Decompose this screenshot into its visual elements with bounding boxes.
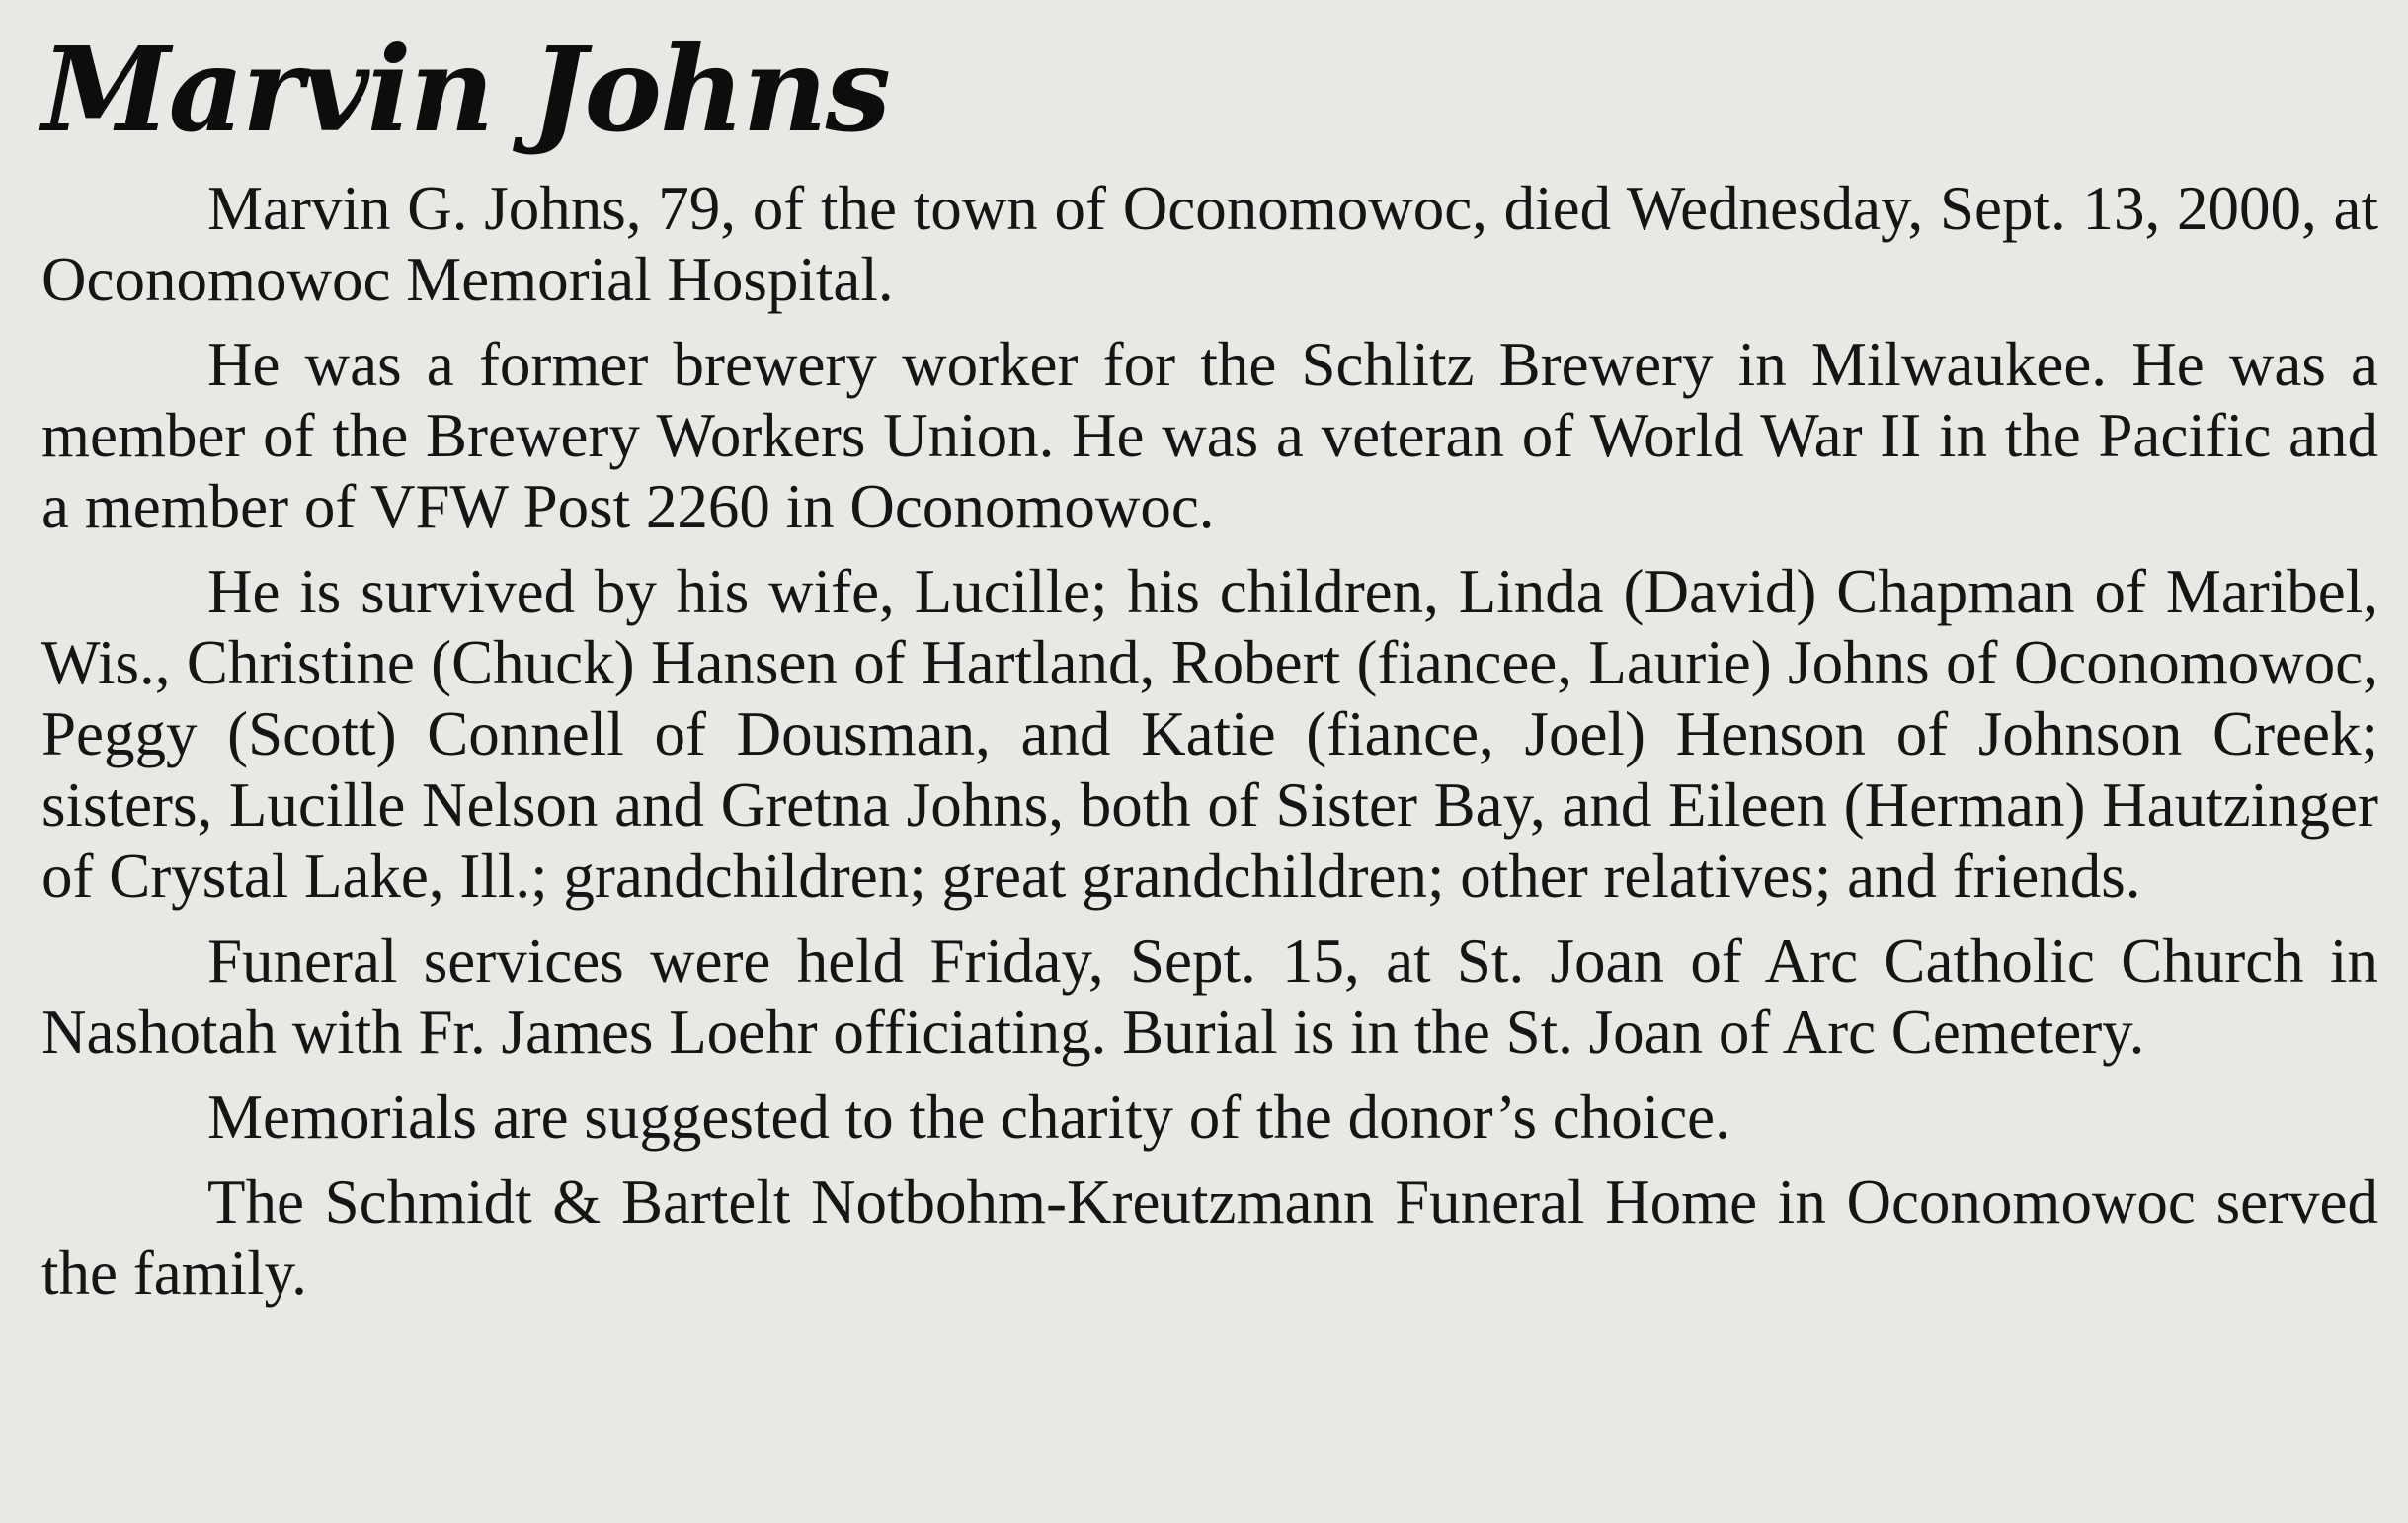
paragraph-memorials: Memorials are suggested to the charity of the donor’s choice. xyxy=(207,1082,1730,1152)
obituary-body xyxy=(41,173,2378,1309)
paragraph-survivors: He is survived by his wife, Lucille; his children, Linda (David) Chapman of Maribel, Wis., Christine (Chuck) Hansen of Hartland, Robert (fiancee, Laurie) Johns of Oconomowoc, Peggy (Scott) Connell of Dousman, and Katie (fiance, Joel) Henson of Johnson Creek; sisters, Lucille Nelson and Gretna Johns, both of Sister Bay, and Eileen (Herman) Hautzinger of Crystal Lake, Ill.; grandchildren; great grandchildren; other relatives; and friends. xyxy=(41,556,2378,911)
obituary-headline: Marvin Johns xyxy=(41,21,890,158)
paragraph-funeral-home: The Schmidt & Bartelt Notbohm-Kreutzmann Funeral Home in Oconomowoc served the family. xyxy=(41,1166,2378,1308)
paragraph-death-notice: Marvin G. Johns, 79, of the town of Oconomowoc, died Wednesday, Sept. 13, 2000, at Oconomowoc Memorial Hospital. xyxy=(41,173,2378,314)
paragraph-career-service: He was a former brewery worker for the Schlitz Brewery in Milwaukee. He was a member of the Brewery Workers Union. He was a veteran of World War II in the Pacific and a member of VFW Post 2260 in Oconomowoc. xyxy=(41,329,2378,541)
paragraph-funeral-services: Funeral services were held Friday, Sept. 15, at St. Joan of Arc Catholic Church in Nashotah with Fr. James Loehr officiating. Burial is in the St. Joan of Arc Cemetery. xyxy=(41,925,2378,1067)
